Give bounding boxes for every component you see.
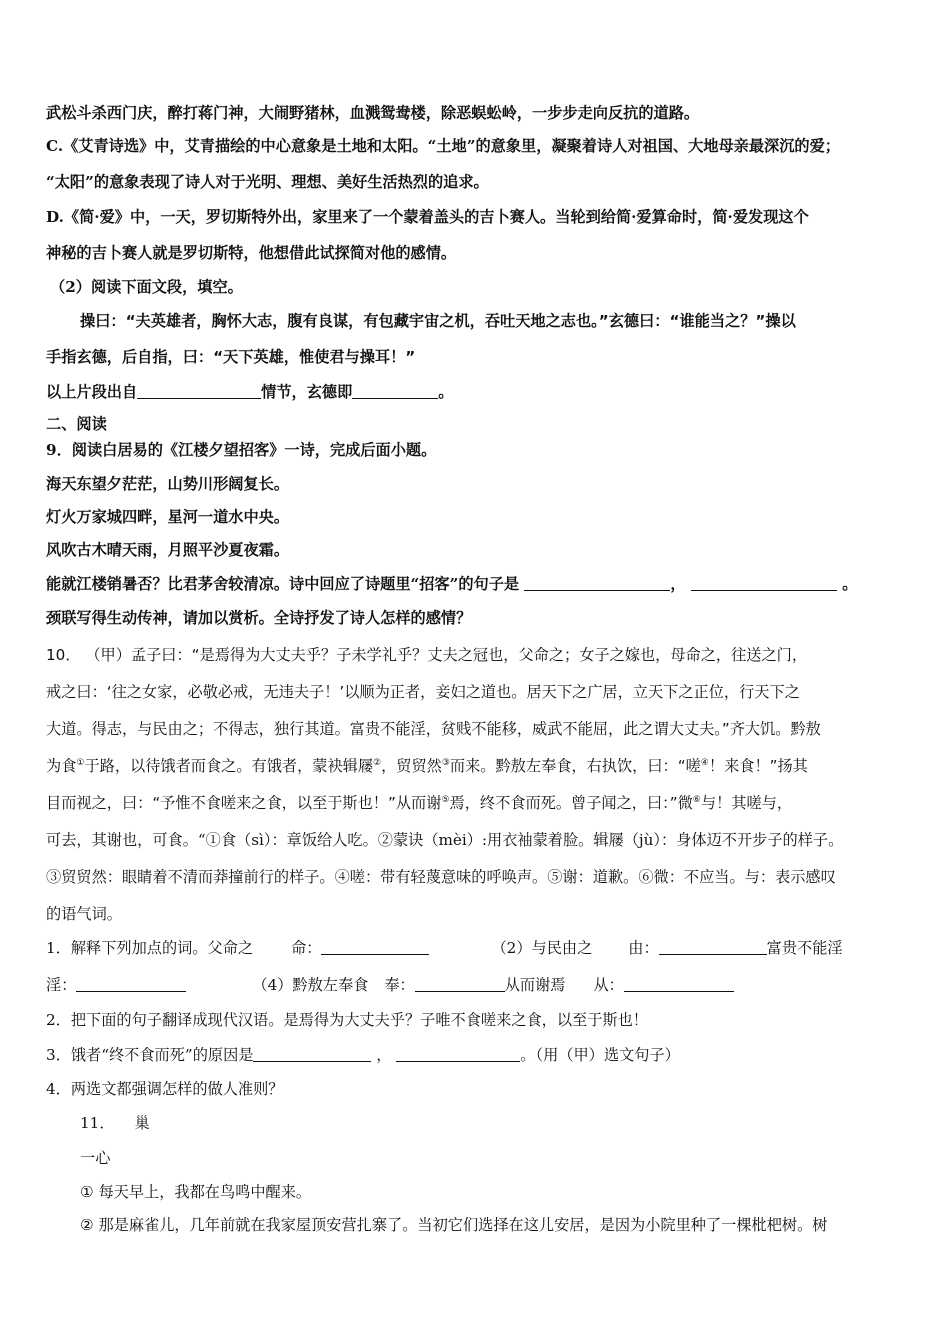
text-seg: ，贸贸然 [381, 757, 442, 775]
period: 。 [842, 575, 858, 593]
classical-text-line [46, 756, 910, 776]
answer-blank[interactable] [253, 1047, 371, 1062]
question-9-1 [46, 574, 910, 594]
option-d-line1: D.《简·爱》中，一天，罗切斯特外出，家里来了一个蒙着盖头的吉卜赛人。当轮到给简·爱算命时，简·爱发现这个 [46, 208, 809, 226]
poem-line: 海天东望夕茫茫，山势川形阔复长。 [46, 475, 289, 493]
answer-blank[interactable] [659, 940, 767, 955]
answer-blank[interactable] [415, 977, 505, 992]
option-c-line2: “太阳”的意象表现了诗人对于光明、理想、美好生活热烈的追求。 [46, 173, 489, 191]
classical-text-line: 戒之曰：‘往之女家，必敬必戒，无违夫子！’以顺为正者，妾妇之道也。居天下之广居，立天下之正位，行天下之 [46, 683, 800, 701]
option-d-line2: 神秘的吉卜赛人就是罗切斯特，他想借此试探简对他的感情。 [46, 244, 457, 262]
footnote-marker: ⑤ [441, 794, 450, 805]
question-text: 淫： [46, 976, 77, 994]
article-title: 巢 [134, 1114, 150, 1132]
fill-text-b: 情节，玄德即 [261, 383, 353, 401]
answer-blank[interactable] [396, 1047, 520, 1062]
footnote-marker: ② [373, 757, 382, 768]
question-9-intro: 9．阅读白居易的《江楼夕望招客》一诗，完成后面小题。 [46, 441, 437, 459]
classical-text-line: 大道。得志，与民由之；不得志，独行其道。富贵不能淫，贫贱不能移，威武不能屈，此之谓大丈夫。”齐大饥。黔敖 [46, 720, 821, 738]
annotation-line: 的语气词。 [46, 905, 122, 923]
question-text: 命： [291, 939, 322, 957]
question-10-1-row1 [46, 938, 910, 958]
question-9-1-text: 能就江楼销暑否？比君茅舍较清凉。诗中回应了诗题里“招客”的句子是 [46, 575, 520, 593]
question-8-2: （2）阅读下面文段，填空。 [50, 278, 243, 296]
text-seg: ！来食！”扬其 [708, 757, 808, 775]
comma: ， [376, 1046, 392, 1064]
article-paragraph: ② 那是麻雀儿，几年前就在我家屋顶安营扎寨了。当初它们选择在这儿安居，是因为小院里种了一棵枇杷树。树 [80, 1216, 828, 1234]
annotation-line: ③贸贸然：眼睛着不清而莽撞前行的样子。④嗟：带有轻蔑意味的呼唤声。⑤谢：道歉。⑥微：不应当。与：表示感叹 [46, 868, 836, 886]
question-text: （2）与民由之 [491, 939, 593, 957]
answer-blank[interactable] [691, 576, 837, 591]
article-author: 一心 [80, 1149, 111, 1167]
answer-blank[interactable] [137, 384, 261, 399]
poem-line: 灯火万家城四畔，星河一道水中央。 [46, 508, 289, 526]
question-number: 11． [80, 1114, 115, 1132]
answer-blank[interactable] [352, 384, 438, 399]
text-seg: 而来。黔敖左奉食，右执饮，曰：“嗟 [449, 757, 701, 775]
comma: ， [670, 575, 686, 593]
passage-line1: 操曰：“夫英雄者，胸怀大志，腹有良谋，有包藏宇宙之机，吞吐天地之志也。”玄德曰：“谁能当之？”操以 [80, 312, 796, 330]
footnote-marker: ⑥ [692, 794, 701, 805]
text-seg: 目而视之，曰：“予惟不食嗟来之食，以至于斯也！”从而谢 [46, 794, 442, 812]
answer-blank[interactable] [321, 940, 429, 955]
question-10-1-row2 [46, 975, 910, 995]
fill-blank-line [46, 382, 910, 402]
question-text: 1．解释下列加点的词。父命之 [46, 939, 254, 957]
section-title: 二、阅读 [46, 415, 107, 433]
question-text: 由： [628, 939, 659, 957]
passage-line2: 手指玄德，后自指，曰：“天下英雄，惟使君与操耳！” [46, 348, 416, 366]
question-text: 从而谢焉 [504, 976, 566, 994]
text-seg: 与！其嗟与， [700, 794, 792, 812]
question-10-3 [46, 1045, 910, 1065]
text-seg: 焉，终不食而死。曾子闻之，曰：”微 [449, 794, 693, 812]
classical-text-line: 10． （甲）孟子曰：“是焉得为大丈夫乎？子未学礼乎？丈夫之冠也，父命之；女子之嫁也，母命之，往送之门， [46, 646, 808, 664]
poem-line: 风吹古木晴天雨，月照平沙夏夜霜。 [46, 541, 289, 559]
question-10-2: 2．把下面的句子翻译成现代汉语。是焉得为大丈夫乎？子唯不食嗟来之食，以至于斯也！ [46, 1011, 648, 1029]
question-11-header [80, 1113, 910, 1133]
answer-blank[interactable] [76, 977, 186, 992]
footnote-marker: ③ [441, 757, 450, 768]
question-9-2: 颈联写得生动传神，请加以赏析。全诗抒发了诗人怎样的感情？ [46, 609, 472, 627]
answer-blank[interactable] [624, 977, 734, 992]
text-seg: 于路，以待饿者而食之。有饿者，蒙袂辑屦 [84, 757, 374, 775]
fill-text-c: 。 [438, 383, 454, 401]
annotation-line: 可去，其谢也，可食。“①食（sì）：章饭给人吃。②蒙诀（mèi）:用衣袖蒙着脸。辑屦（jù）：身体迈不开步子的样子。 [46, 831, 844, 849]
question-text: 。（用（甲）选文句子） [520, 1046, 680, 1064]
question-10-4: 4．两选文都强调怎样的做人准则？ [46, 1080, 284, 1098]
question-text: 3．饿者“终不食而死”的原因是 [46, 1046, 254, 1064]
question-text: 奉： [384, 976, 415, 994]
article-paragraph: ① 每天早上，我都在鸟鸣中醒来。 [80, 1183, 312, 1201]
option-c-line1: C.《艾青诗选》中，艾青描绘的中心意象是土地和太阳。“土地”的意象里，凝聚着诗人对祖国、大地母亲最深沉的爱； [46, 137, 840, 155]
answer-blank[interactable] [524, 576, 670, 591]
question-text: 从： [593, 976, 624, 994]
footnote-marker: ④ [700, 757, 709, 768]
option-b-tail: 武松斗杀西门庆，醉打蒋门神，大闹野猪林，血溅鸳鸯楼，除恶蜈蚣岭，一步步走向反抗的道路。 [46, 104, 700, 122]
fill-text-a: 以上片段出自 [46, 383, 138, 401]
question-text: （4）黔敖左奉食 [252, 976, 369, 994]
classical-text-line [46, 793, 910, 813]
text-seg: 为食 [46, 757, 77, 775]
footnote-marker: ① [76, 757, 85, 768]
question-text: 富贵不能淫 [766, 939, 843, 957]
